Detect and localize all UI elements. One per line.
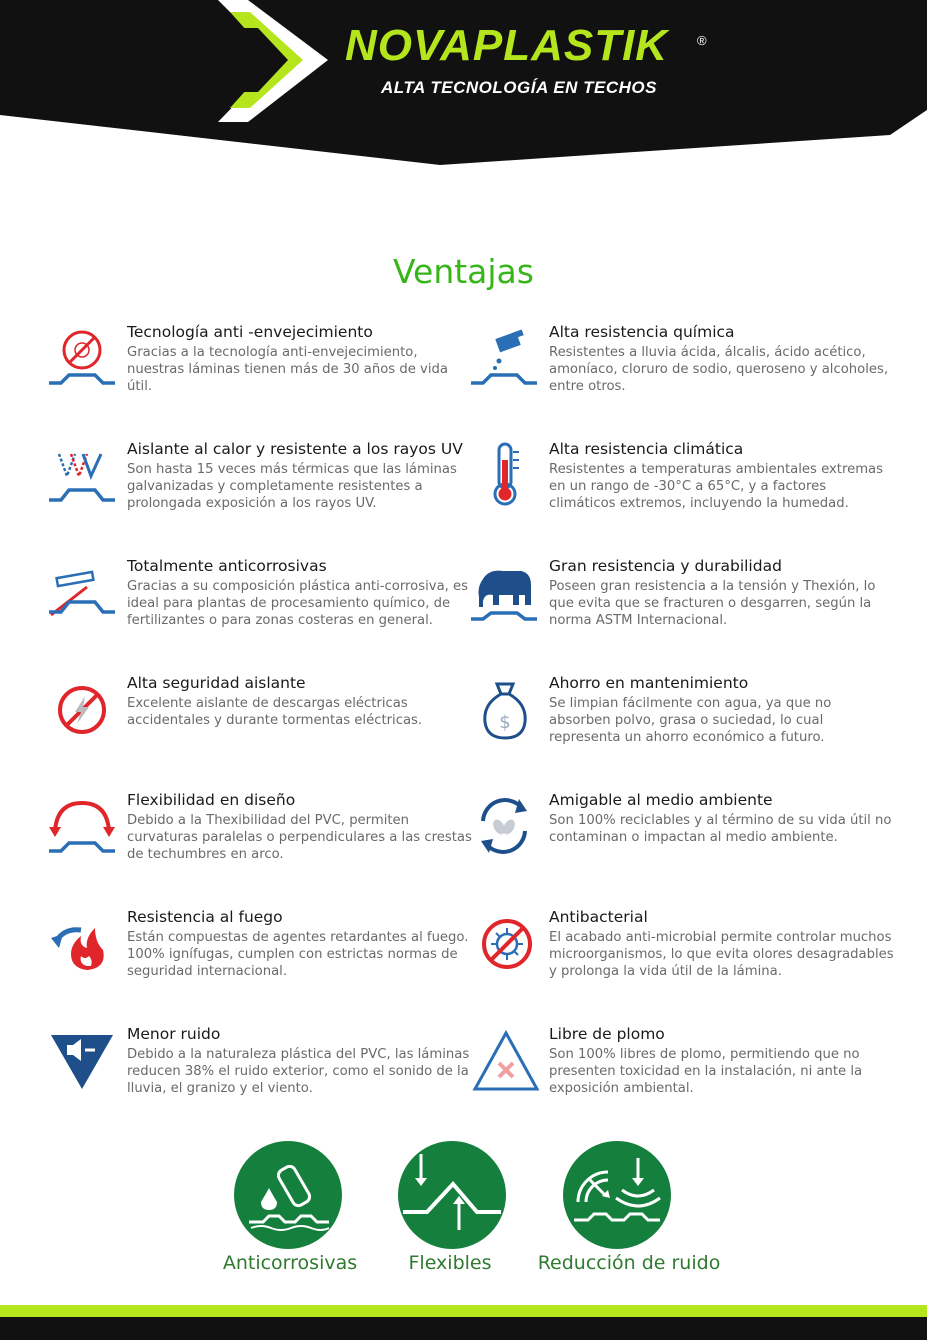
feature-description: Debido a la naturaleza plástica del PVC, las láminas reducen 38% el ruido exterior, como el sonido de la lluvia, el granizo y el viento. (127, 1047, 470, 1096)
feature-description: Excelente aislante de descargas eléctricas accidentales y durante tormentas eléctricas. (127, 696, 423, 728)
money-bag-icon (469, 674, 539, 744)
header (0, 0, 927, 165)
brand-tagline: ALTA TECNOLOGÍA EN TECHOS (381, 78, 657, 97)
feature-title: Alta seguridad aislante (127, 674, 306, 692)
feature-anticorrosion (47, 557, 467, 657)
feature-description: Se limpian fácilmente con agua, ya que no absorben polvo, grasa o suciedad, lo cual representa un ahorro económico a futuro. (549, 696, 832, 745)
feature-title: Alta resistencia climática (549, 440, 744, 458)
badge-label-anticorrosive: Anticorrosivas (222, 1252, 358, 1274)
footer-bar (0, 1305, 927, 1340)
elephant-icon (469, 557, 539, 627)
feature-title: Aislante al calor y resistente a los rayos UV (127, 440, 463, 458)
flexible-badge-icon (397, 1140, 507, 1250)
brand-name: NOVAPLASTIK (345, 21, 669, 70)
feature-heat-uv (47, 440, 467, 540)
flex-arc-icon (47, 791, 117, 861)
feature-title: Libre de plomo (549, 1025, 665, 1043)
feature-climate (469, 440, 889, 540)
feature-title: Gran resistencia y durabilidad (549, 557, 782, 575)
feature-description: Debido a la Thexibilidad del PVC, permiten curvaturas paralelas o perpendiculares a las crestas de techumbres en arco. (127, 813, 472, 862)
feature-title: Ahorro en mantenimiento (549, 674, 749, 692)
feature-description: Son 100% reciclables y al término de su vida útil no contaminan o impactan al medio ambiente. (549, 813, 892, 845)
feature-title: Tecnología anti -envejecimiento (127, 323, 373, 341)
feature-title: Totalmente anticorrosivas (127, 557, 327, 575)
feature-description: Son 100% libres de plomo, permitiendo que no presenten toxicidad en la instalación, ni ante la exposición ambiental. (549, 1047, 863, 1096)
no-electricity-icon (47, 674, 117, 744)
feature-title: Menor ruido (127, 1025, 221, 1043)
feature-description: Son hasta 15 veces más térmicas que las láminas galvanizadas y completamente resistentes a prolongada exposición a los rayos UV. (127, 462, 457, 511)
heat-uv-icon (47, 440, 117, 510)
anti-aging-icon (47, 323, 117, 393)
feature-chemical (469, 323, 889, 423)
feature-description: Poseen gran resistencia a la tensión y Thexión, lo que evita que se fracturen o desgarren, según la norma ASTM Internacional. (549, 579, 876, 628)
feature-title: Resistencia al fuego (127, 908, 283, 926)
feature-durability (469, 557, 889, 657)
badge-label-noise-reduction: Reducción de ruido (537, 1252, 721, 1274)
feature-maintenance (469, 674, 889, 774)
feature-environment (469, 791, 892, 891)
noise-reduction-badge-icon (562, 1140, 672, 1250)
feature-lead-free (469, 1025, 889, 1125)
anticorrosion-icon (47, 557, 117, 627)
feature-description: Gracias a la tecnología anti-envejecimiento, nuestras láminas tienen más de 30 años de vida útil. (127, 345, 448, 394)
low-noise-icon (47, 1025, 117, 1095)
svg-text:$: $ (499, 712, 511, 733)
feature-title: Alta resistencia química (549, 323, 735, 341)
recycle-icon (469, 791, 539, 861)
lead-free-icon (469, 1025, 539, 1095)
feature-description: El acabado anti-microbial permite controlar muchos microorganismos, lo que evita olores desagradables y prolonga la vida útil de la lámina. (549, 930, 894, 979)
fire-icon (47, 908, 117, 978)
badge-label-flexible: Flexibles (408, 1252, 492, 1274)
feature-antibacterial (469, 908, 894, 1008)
feature-fire (47, 908, 467, 1008)
feature-anti-aging (47, 323, 467, 423)
feature-description: Resistentes a temperaturas ambientales extremas en un rango de -30°C a 65°C, y a factores climáticos extremos, incluyendo la humedad. (549, 462, 883, 511)
brand-logo-icon (218, 0, 333, 125)
feature-insulation (47, 674, 467, 774)
antibacterial-icon (469, 908, 539, 978)
feature-description: Gracias a su composición plástica anti-corrosiva, es ideal para plantas de procesamiento químico, de fertilizantes o para zonas costeras en general. (127, 579, 469, 628)
thermometer-icon (469, 440, 539, 510)
feature-title: Antibacterial (549, 908, 648, 926)
anticorrosive-badge-icon (233, 1140, 343, 1250)
section-title: Ventajas (393, 252, 534, 291)
chemical-icon (469, 323, 539, 393)
feature-description: Resistentes a lluvia ácida, álcalis, ácido acético, amoníaco, cloruro de sodio, queroseno y alcoholes, entre otros. (549, 345, 889, 394)
registered-mark: ® (697, 33, 707, 48)
feature-flexibility (47, 791, 472, 891)
feature-description: Están compuestas de agentes retardantes al fuego. 100% ignífugas, cumplen con estrictas normas de seguridad internacional. (127, 930, 469, 979)
feature-title: Flexibilidad en diseño (127, 791, 296, 809)
feature-noise (47, 1025, 470, 1125)
feature-title: Amigable al medio ambiente (549, 791, 773, 809)
